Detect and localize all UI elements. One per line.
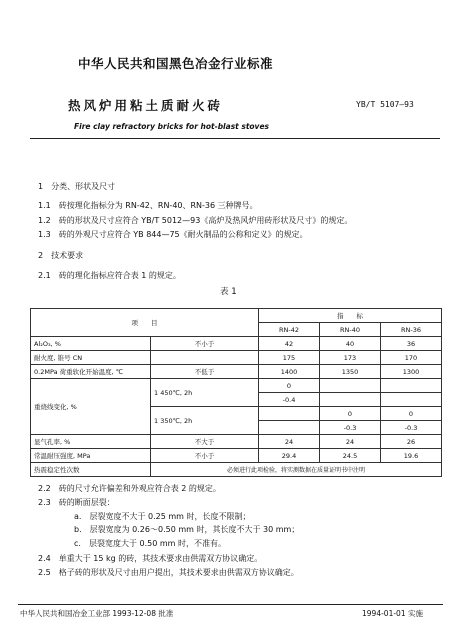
clause-1-3: 1.3 砖的外观尺寸应符合 YB 844—75《耐火制品的公称和定义》的规定。 bbox=[38, 230, 308, 239]
table-caption: 表 1 bbox=[220, 287, 237, 297]
clause-2-1: 2.1 砖的理化指标应符合表 1 的规定。 bbox=[38, 271, 181, 280]
clause-2-4: 2.4 单重大于 15 kg 的砖，其技术要求由供需双方协议确定。 bbox=[38, 554, 263, 563]
standard-title: 中华人民共和国黑色冶金行业标准 bbox=[78, 56, 274, 71]
clause-2-3-b: b. 层裂宽度为 0.26～0.50 mm 时，其长度不大于 30 mm； bbox=[74, 525, 300, 534]
clause-1-1: 1.1 砖按理化指标分为 RN-42、RN-40、RN-36 三种牌号。 bbox=[38, 201, 258, 210]
section-1: 1 分类、形状及尺寸 bbox=[38, 182, 116, 191]
standard-code: YB/T 5107—93 bbox=[356, 100, 414, 109]
implementation-date: 1994-01-01 实施 bbox=[362, 609, 423, 618]
table-row: 显气孔率, % 不大于 24 24 26 bbox=[31, 435, 442, 449]
table-row: 0.2MPa 荷重软化开始温度, ℃ 不低于 1400 1350 1300 bbox=[31, 365, 442, 379]
brand-rn36: RN-36 bbox=[381, 323, 442, 337]
brand-rn40: RN-40 bbox=[320, 323, 381, 337]
clause-2-2: 2.2 砖的尺寸允许偏差和外观应符合表 2 的规定。 bbox=[38, 484, 221, 493]
header-index: 指 标 bbox=[259, 309, 442, 323]
header-item: 项 目 bbox=[31, 309, 259, 337]
table-row: -0.4 bbox=[31, 393, 442, 407]
table-row: 热震稳定性次数 必须进行此项检验，将实测数据在质量证明书中注明 bbox=[31, 463, 442, 477]
clause-1-2: 1.2 砖的形状及尺寸应符合 YB/T 5012—93《高炉及热风炉用砖形状及尺寸》的规定。 bbox=[38, 216, 353, 225]
clause-2-3-a: a. 层裂宽度不大于 0.25 mm 时，长度不限制； bbox=[74, 512, 251, 521]
section-2: 2 技术要求 bbox=[38, 251, 84, 260]
table-row: 1 350℃, 2h 0 0 bbox=[31, 407, 442, 421]
table-row: 耐火度, 锥号 CN 175 173 170 bbox=[31, 351, 442, 365]
document-title: 热风炉用粘土质耐火砖 bbox=[68, 98, 224, 113]
table-row: -0.3 -0.3 bbox=[31, 421, 442, 435]
clause-2-5: 2.5 格子砖的形状及尺寸由用户提出，其技术要求由供需双方协议确定。 bbox=[38, 568, 299, 577]
brand-rn42: RN-42 bbox=[259, 323, 320, 337]
table-row: 常温耐压强度, MPa 不小于 29.4 24.5 19.6 bbox=[31, 449, 442, 463]
footer-rule bbox=[18, 604, 443, 605]
clause-2-3: 2.3 砖的断面层裂： bbox=[38, 498, 115, 507]
approval-note: 中华人民共和国冶金工业部 1993-12-08 批准 bbox=[20, 609, 174, 618]
header-rule bbox=[30, 138, 440, 139]
table-row: Al₂O₃, % 不小于 42 40 36 bbox=[31, 337, 442, 351]
english-title: Fire clay refractory bricks for hot-blast stoves bbox=[74, 122, 269, 131]
clause-2-3-c: c. 层裂宽度大于 0.50 mm 时，不准有。 bbox=[74, 539, 226, 548]
spec-table bbox=[30, 308, 442, 477]
table-row: 重烧线变化, % 1 450℃, 2h 0 bbox=[31, 379, 442, 393]
